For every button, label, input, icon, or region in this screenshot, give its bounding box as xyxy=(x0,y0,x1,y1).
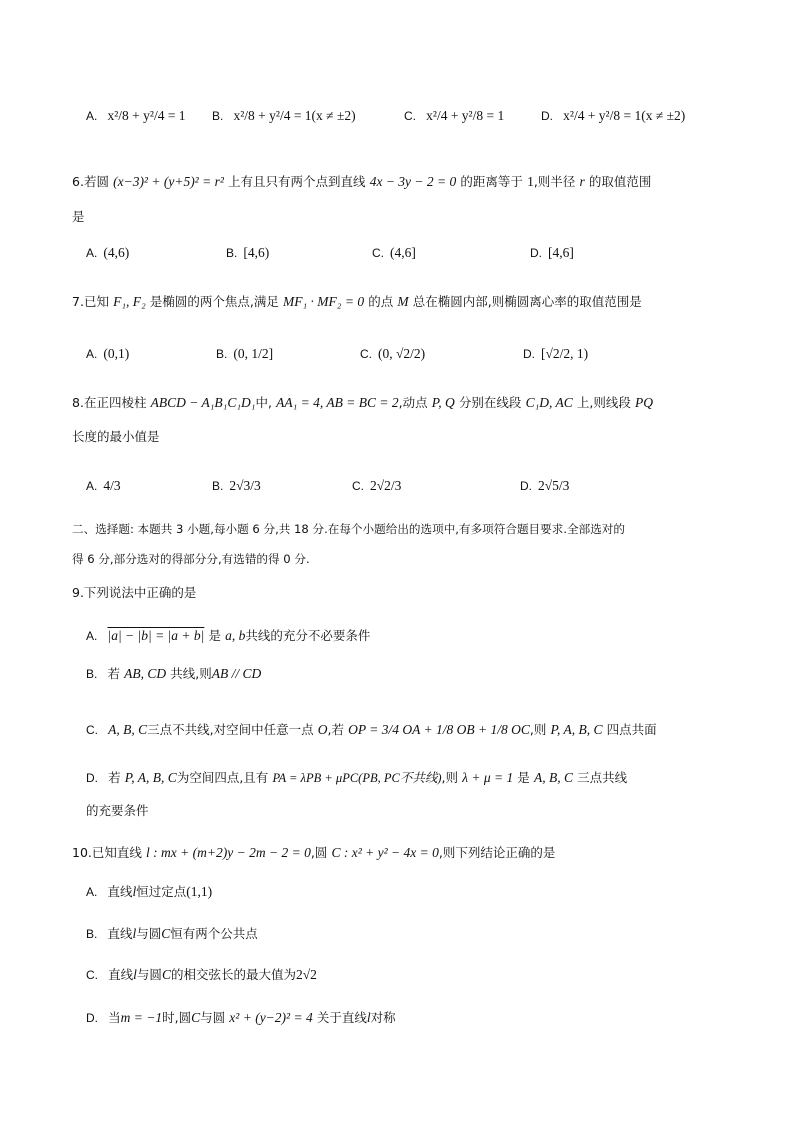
q7-stem xyxy=(72,292,734,310)
option-label: C. xyxy=(372,246,384,260)
stem-text: ,圆 xyxy=(310,845,328,860)
math-expr: x²/8 + y²/4 = 1(x ≠ ±2) xyxy=(233,108,356,123)
option-text: 共线,则 xyxy=(170,666,212,681)
q8-option-d xyxy=(520,478,569,494)
q10-option-a xyxy=(86,882,212,900)
stem-text: 9.下列说法中正确的是 xyxy=(72,585,197,600)
math-expr: l xyxy=(366,1010,371,1025)
stem-text: 上有且只有两个点到直线 xyxy=(228,174,366,189)
stem-text: 是 xyxy=(72,209,85,224)
math-expr: x² + (y−2)² = 4 xyxy=(229,1010,313,1025)
math-expr: AB, CD xyxy=(124,666,167,681)
q10-option-d xyxy=(86,1008,396,1026)
stem-text: 已知 xyxy=(83,294,109,309)
option-label: A. xyxy=(86,629,98,643)
q9-option-a xyxy=(86,626,370,644)
option-label: C. xyxy=(360,347,372,361)
stem-text: 总在椭圆内部,则椭圆离心率的取值范围是 xyxy=(412,294,642,309)
question-number: 6. xyxy=(72,174,84,189)
option-text: 若 xyxy=(107,666,120,681)
math-expr: A, B, C xyxy=(534,770,574,785)
option-label: B. xyxy=(86,927,98,941)
option-value: 2√5/3 xyxy=(538,478,570,493)
option-label: D. xyxy=(86,1011,98,1025)
option-label: C. xyxy=(86,723,98,737)
math-expr: x²/4 + y²/8 = 1 xyxy=(426,108,505,123)
math-expr: P, A, B, C xyxy=(124,770,177,785)
stem-text: 的距离等于 xyxy=(460,174,523,189)
option-value: (0, √2/2) xyxy=(378,346,426,361)
option-text: 恒有两个公共点 xyxy=(170,926,258,941)
q9-option-c xyxy=(86,720,657,738)
q7-option-c xyxy=(360,346,425,362)
math-expr: MF₁ · MF₂ = 0 xyxy=(283,294,365,309)
stem-text: 是椭圆的两个焦点,满足 xyxy=(149,294,279,309)
option-value: 4/3 xyxy=(103,478,121,493)
math-expr: (1,1) xyxy=(186,884,213,899)
option-text: 直线 xyxy=(108,967,134,982)
option-text: 恒过定点 xyxy=(136,884,187,899)
math-expr: O xyxy=(317,722,328,737)
stem-text: 中, xyxy=(255,395,272,410)
math-expr: (x−3)² + (y+5)² = r² xyxy=(113,174,224,189)
q9-option-d xyxy=(86,768,627,786)
option-label: D. xyxy=(520,479,532,493)
q8-option-c xyxy=(352,478,401,494)
math-expr: 2√2 xyxy=(295,967,317,982)
option-label: C. xyxy=(86,968,98,982)
option-text: 时,圆 xyxy=(162,1010,192,1025)
option-text: 是 xyxy=(517,770,530,785)
question-number: 7. xyxy=(72,294,84,309)
option-label: B. xyxy=(212,479,224,493)
question-number: 8. xyxy=(72,395,84,410)
math-expr: l : mx + (m+2)y − 2m − 2 = 0 xyxy=(146,845,311,860)
option-text: 的充要条件 xyxy=(86,803,149,818)
stem-text: ,动点 xyxy=(398,395,428,410)
option-value: (0, 1/2] xyxy=(233,346,274,361)
math-expr: x²/4 + y²/8 = 1(x ≠ ±2) xyxy=(563,108,686,123)
option-value: [4,6) xyxy=(243,245,270,260)
q7-option-b xyxy=(216,346,273,362)
q8-stem-cont xyxy=(72,427,734,445)
stem-text: 上,则线段 xyxy=(576,395,631,410)
stem-text: 长度的最小值是 xyxy=(72,429,160,444)
stem-text: 的取值范围 xyxy=(588,174,652,189)
option-text: 与圆 xyxy=(200,1010,226,1025)
stem-text: 的点 xyxy=(368,294,394,309)
option-label: C. xyxy=(404,109,416,123)
option-label: B. xyxy=(212,109,224,123)
option-label: A. xyxy=(86,479,98,493)
q6-stem xyxy=(72,172,734,190)
option-label: D. xyxy=(523,347,535,361)
math-expr: r xyxy=(579,174,585,189)
option-text: 四点共面 xyxy=(606,722,657,737)
stem-text: 若圆 xyxy=(83,174,109,189)
stem-text: ,则半径 xyxy=(533,174,576,189)
option-text: 三点不共线,对空间中任意一点 xyxy=(147,722,314,737)
math-expr: a, b xyxy=(225,628,246,643)
stem-text: ,则下列结论正确的是 xyxy=(438,845,556,860)
question-number: 10. xyxy=(72,845,92,860)
math-expr: l xyxy=(133,967,137,982)
option-label: A. xyxy=(86,347,98,361)
option-text: 与圆 xyxy=(136,926,162,941)
math-expr: AB // CD xyxy=(211,666,262,681)
q5-option-b xyxy=(212,108,356,124)
math-expr: m = −1 xyxy=(120,1010,163,1025)
option-text: 是 xyxy=(208,628,221,643)
option-text: ,若 xyxy=(327,722,344,737)
q6-option-c xyxy=(372,245,416,261)
q6-option-b xyxy=(226,245,269,261)
math-expr: F₁, F₂ xyxy=(113,294,146,309)
option-value: (4,6] xyxy=(390,245,416,260)
math-expr: ABCD − A₁B₁C₁D₁ xyxy=(150,395,256,410)
option-text: 共线的充分不必要条件 xyxy=(245,628,371,643)
math-expr: A, B, C xyxy=(108,722,148,737)
option-text: 与圆 xyxy=(136,967,162,982)
option-text: 直线 xyxy=(107,884,133,899)
math-expr: λ + μ = 1 xyxy=(462,770,514,785)
math-expr: x²/8 + y²/4 = 1 xyxy=(107,108,186,123)
math-expr: P, Q xyxy=(431,395,455,410)
q6-option-a xyxy=(86,245,129,261)
q5-option-d xyxy=(541,108,685,124)
option-label: C. xyxy=(352,479,364,493)
q9-option-d-cont xyxy=(86,801,149,819)
q7-option-a xyxy=(86,346,129,362)
math-expr: P, A, B, C xyxy=(550,722,603,737)
option-label: D. xyxy=(541,109,553,123)
math-expr: 4x − 3y − 2 = 0 xyxy=(369,174,457,189)
option-value: 2√2/3 xyxy=(370,478,402,493)
option-text: ,则 xyxy=(441,770,458,785)
math-expr: OP = 3/4 OA + 1/8 OB + 1/8 OC xyxy=(348,722,530,737)
math-expr: AA₁ = 4, AB = BC = 2 xyxy=(276,395,399,410)
q6-option-d xyxy=(530,245,574,261)
math-expr: C₁D, AC xyxy=(525,395,573,410)
q10-option-c xyxy=(86,965,317,983)
option-text: 关于直线 xyxy=(316,1010,367,1025)
q8-stem xyxy=(72,393,734,411)
option-value: [4,6] xyxy=(548,245,574,260)
q10-option-b xyxy=(86,924,258,942)
q5-option-c xyxy=(404,108,504,124)
q6-stem-cont xyxy=(72,207,734,225)
q7-option-d xyxy=(523,346,588,362)
option-text: ,则 xyxy=(529,722,547,737)
math-expr: l xyxy=(132,926,137,941)
option-label: B. xyxy=(216,347,228,361)
q10-stem xyxy=(72,843,734,861)
math-expr: l xyxy=(132,884,137,899)
option-label: B. xyxy=(86,667,98,681)
math-expr: PQ xyxy=(635,395,654,410)
stem-text: 分别在线段 xyxy=(458,395,522,410)
q8-option-a xyxy=(86,478,121,494)
math-expr: 1 xyxy=(527,174,534,189)
q9-option-b xyxy=(86,664,261,682)
math-expr: C : x² + y² − 4x = 0 xyxy=(331,845,439,860)
math-expr: C xyxy=(161,926,171,941)
q5-option-a xyxy=(86,108,186,124)
option-text: 直线 xyxy=(107,926,133,941)
math-expr: M xyxy=(397,294,409,309)
math-expr: C xyxy=(191,1010,201,1025)
q9-stem xyxy=(72,583,734,601)
option-text: 三点共线 xyxy=(577,770,628,785)
option-label: D. xyxy=(530,246,542,260)
option-label: B. xyxy=(226,246,238,260)
option-value: (0,1) xyxy=(103,346,130,361)
option-text: 当 xyxy=(108,1010,121,1025)
math-expr: PA = λPB + μPC(PB, PC不共线) xyxy=(272,771,442,785)
math-expr: |a| − |b| = |a + b| xyxy=(107,628,205,643)
section-text: 得 6 分,部分选对的得部分分,有选错的得 0 分. xyxy=(72,552,310,566)
option-text: 若 xyxy=(108,770,121,785)
option-text: 为空间四点,且有 xyxy=(176,770,269,785)
math-expr: C xyxy=(161,967,171,982)
section-2-header-cont xyxy=(72,551,734,567)
option-text: 对称 xyxy=(370,1010,396,1025)
option-value: [√2/2, 1) xyxy=(541,346,589,361)
option-value: (4,6) xyxy=(103,245,130,260)
stem-text: 已知直线 xyxy=(91,845,142,860)
option-label: A. xyxy=(86,885,98,899)
q8-option-b xyxy=(212,478,261,494)
stem-text: 在正四棱柱 xyxy=(83,395,147,410)
option-text: 的相交弦长的最大值为 xyxy=(170,967,296,982)
section-text: 二、选择题: 本题共 3 小题,每小题 6 分,共 18 分.在每个小题给出的选项中,有多项符合题目要求.全部选对的 xyxy=(72,522,625,536)
section-2-header xyxy=(72,521,734,537)
option-label: A. xyxy=(86,109,98,123)
option-label: D. xyxy=(86,771,98,785)
option-value: 2√3/3 xyxy=(229,478,261,493)
option-label: A. xyxy=(86,246,98,260)
